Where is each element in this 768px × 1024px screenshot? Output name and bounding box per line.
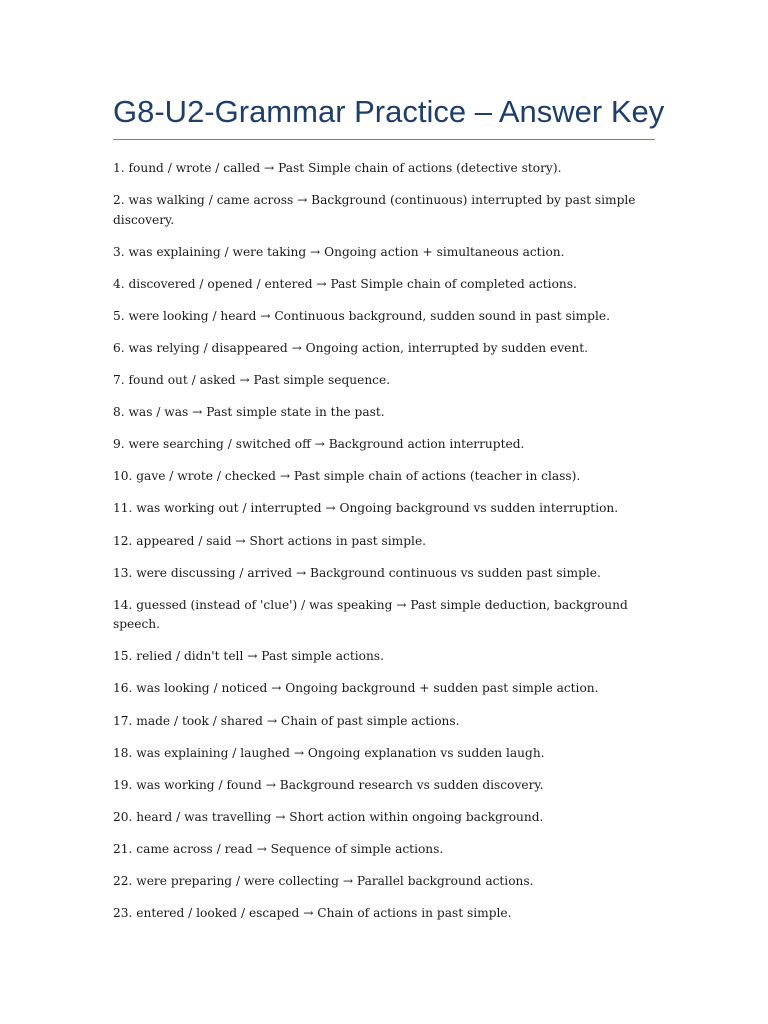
answer-item-21: 21. came across / read → Sequence of simple actions.: [113, 841, 444, 856]
answer-item-1: 1. found / wrote / called → Past Simple chain of actions (detective story).: [113, 161, 562, 175]
title-underline: [113, 139, 655, 140]
answer-item-13: 13. were discussing / arrived → Background continuous vs sudden past simple.: [113, 565, 601, 580]
answer-item-23: 23. entered / looked / escaped → Chain of actions in past simple.: [113, 906, 512, 921]
answer-item-5: 5. were looking / heard → Continuous background, sudden sound in past simple.: [113, 308, 610, 323]
answer-item-6: 6. was relying / disappeared → Ongoing action, interrupted by sudden event.: [113, 340, 588, 355]
answer-item-18: 18. was explaining / laughed → Ongoing explanation vs sudden laugh.: [113, 745, 545, 760]
answer-item-14: 14. guessed (instead of 'clue') / was speaking → Past simple deduction, background speech.: [113, 597, 628, 632]
answer-item-16: 16. was looking / noticed → Ongoing background + sudden past simple action.: [113, 681, 599, 696]
answer-item-10: 10. gave / wrote / checked → Past simple chain of actions (teacher in class).: [113, 469, 581, 484]
answer-item-15: 15. relied / didn't tell → Past simple actions.: [113, 649, 384, 664]
answer-item-22: 22. were preparing / were collecting → Parallel background actions.: [113, 873, 534, 888]
answer-item-3: 3. was explaining / were taking → Ongoing action + simultaneous action.: [113, 244, 565, 259]
document-title: G8-U2-Grammar Practice – Answer Key: [113, 94, 665, 129]
answer-item-17: 17. made / took / shared → Chain of past simple actions.: [113, 713, 460, 728]
answer-item-11: 11. was working out / interrupted → Ongoing background vs sudden interruption.: [113, 501, 619, 516]
answer-item-7: 7. found out / asked → Past simple sequence.: [113, 373, 391, 388]
answer-item-12: 12. appeared / said → Short actions in past simple.: [113, 533, 427, 548]
answer-item-9: 9. were searching / switched off → Background action interrupted.: [113, 437, 525, 452]
answer-item-20: 20. heard / was travelling → Short action within ongoing background.: [113, 809, 544, 824]
answer-item-4: 4. discovered / opened / entered → Past Simple chain of completed actions.: [113, 276, 577, 291]
answer-item-8: 8. was / was → Past simple state in the past.: [113, 405, 385, 420]
answer-item-2: 2. was walking / came across → Background (continuous) interrupted by past simple discovery.: [113, 193, 636, 227]
answer-list: [113, 159, 658, 936]
answer-item-19: 19. was working / found → Background research vs sudden discovery.: [113, 777, 544, 792]
